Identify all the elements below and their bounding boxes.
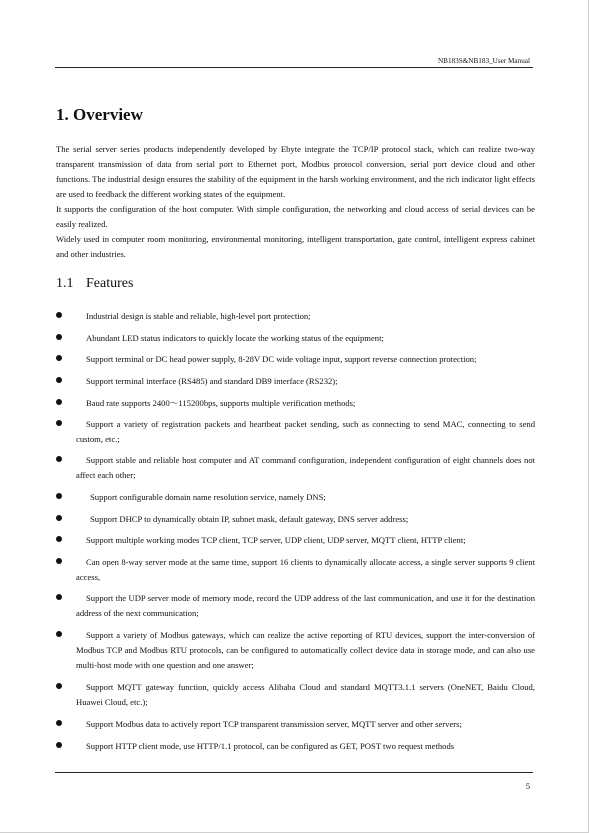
list-item: Support stable and reliable host computer and AT command configuration, independent configuration of eight channels does not affect each other; bbox=[56, 453, 535, 483]
list-item: Support MQTT gateway function, quickly access Alibaba Cloud and standard MQTT3.1.1 servers (OneNET, Baidu Cloud, Huawei Cloud, etc.); bbox=[56, 680, 535, 710]
bullet-icon bbox=[56, 683, 62, 689]
list-item: Support the UDP server mode of memory mode, record the UDP address of the last communication, and use it for the destination address of the next communication; bbox=[56, 591, 535, 621]
list-item: Industrial design is stable and reliable, high-level port protection; bbox=[56, 309, 535, 324]
list-item: Support Modbus data to actively report TCP transparent transmission server, MQTT server and other servers; bbox=[56, 717, 535, 732]
bullet-icon bbox=[56, 334, 62, 340]
page-number: 5 bbox=[525, 781, 530, 791]
bullet-icon bbox=[56, 594, 62, 600]
bullet-icon bbox=[56, 377, 62, 383]
list-item: Support a variety of Modbus gateways, which can realize the active reporting of RTU devices, support the inter-conversion of Modbus TCP and Modbus RTU protocols, can be configured to automatically collect device data in storage mode, and can also use multi-host mode with one question and one answer; bbox=[56, 628, 535, 673]
bullet-icon bbox=[56, 536, 62, 542]
intro-paragraph: It supports the configuration of the host computer. With simple configuration, the networking and cloud access of serial devices can be easily realized. bbox=[56, 204, 535, 229]
section-title: Overview bbox=[73, 105, 143, 124]
footer-rule bbox=[55, 772, 533, 773]
bullet-icon bbox=[56, 420, 62, 426]
header-rule bbox=[55, 67, 533, 68]
list-item: Support terminal interface (RS485) and standard DB9 interface (RS232); bbox=[56, 374, 535, 389]
bullet-icon bbox=[56, 493, 62, 499]
bullet-icon bbox=[56, 720, 62, 726]
list-item: Support terminal or DC head power supply, 8-28V DC wide voltage input, support reverse connection protection; bbox=[56, 352, 535, 367]
bullet-icon bbox=[56, 312, 62, 318]
running-header: NB183S&NB183_User Manual bbox=[437, 57, 530, 65]
bullet-icon bbox=[56, 515, 62, 521]
subsection-number: 1.1 bbox=[56, 276, 74, 291]
list-item: Support HTTP client mode, use HTTP/1.1 protocol, can be configured as GET, POST two request methods bbox=[56, 739, 535, 754]
list-item: Can open 8-way server mode at the same time, support 16 clients to dynamically allocate access, a single server supports 9 client access, bbox=[56, 555, 535, 585]
list-item: Support DHCP to dynamically obtain IP, subnet mask, default gateway, DNS server address; bbox=[56, 512, 535, 527]
subsection-title: Features bbox=[86, 276, 134, 291]
list-item: Abundant LED status indicators to quickly locate the working status of the equipment; bbox=[56, 331, 535, 346]
section-number: 1. bbox=[56, 105, 69, 124]
section-heading bbox=[56, 105, 143, 125]
bullet-icon bbox=[56, 558, 62, 564]
bullet-icon bbox=[56, 355, 62, 361]
intro-paragraph: Widely used in computer room monitoring, environmental monitoring, intelligent transportation, gate control, intelligent express cabinet and other industries. bbox=[56, 234, 535, 259]
intro-paragraph: The serial server series products independently developed by Ebyte integrate the TCP/IP protocol stack, which can realize two-way transparent transmission of data from serial port to Ethernet port, Modbus protocol conversion, serial port device cloud and other functions. The industrial design ensures the stability of the equipment in the harsh working environment, and the rich indicator light effects are used to feedback the different working states of the equipment. bbox=[56, 144, 535, 199]
list-item: Support a variety of registration packets and heartbeat packet sending, such as connecting to send MAC, connecting to send custom, etc.; bbox=[56, 417, 535, 447]
intro-text bbox=[56, 142, 535, 262]
bullet-icon bbox=[56, 742, 62, 748]
bullet-icon bbox=[56, 456, 62, 462]
list-item: Baud rate supports 2400～115200bps, supports multiple verification methods; bbox=[56, 396, 535, 411]
bullet-icon bbox=[56, 399, 62, 405]
bullet-icon bbox=[56, 631, 62, 637]
subsection-heading bbox=[56, 276, 133, 292]
list-item: Support configurable domain name resolution service, namely DNS; bbox=[56, 490, 535, 505]
list-item: Support multiple working modes TCP client, TCP server, UDP client, UDP server, MQTT client, HTTP client; bbox=[56, 533, 535, 548]
